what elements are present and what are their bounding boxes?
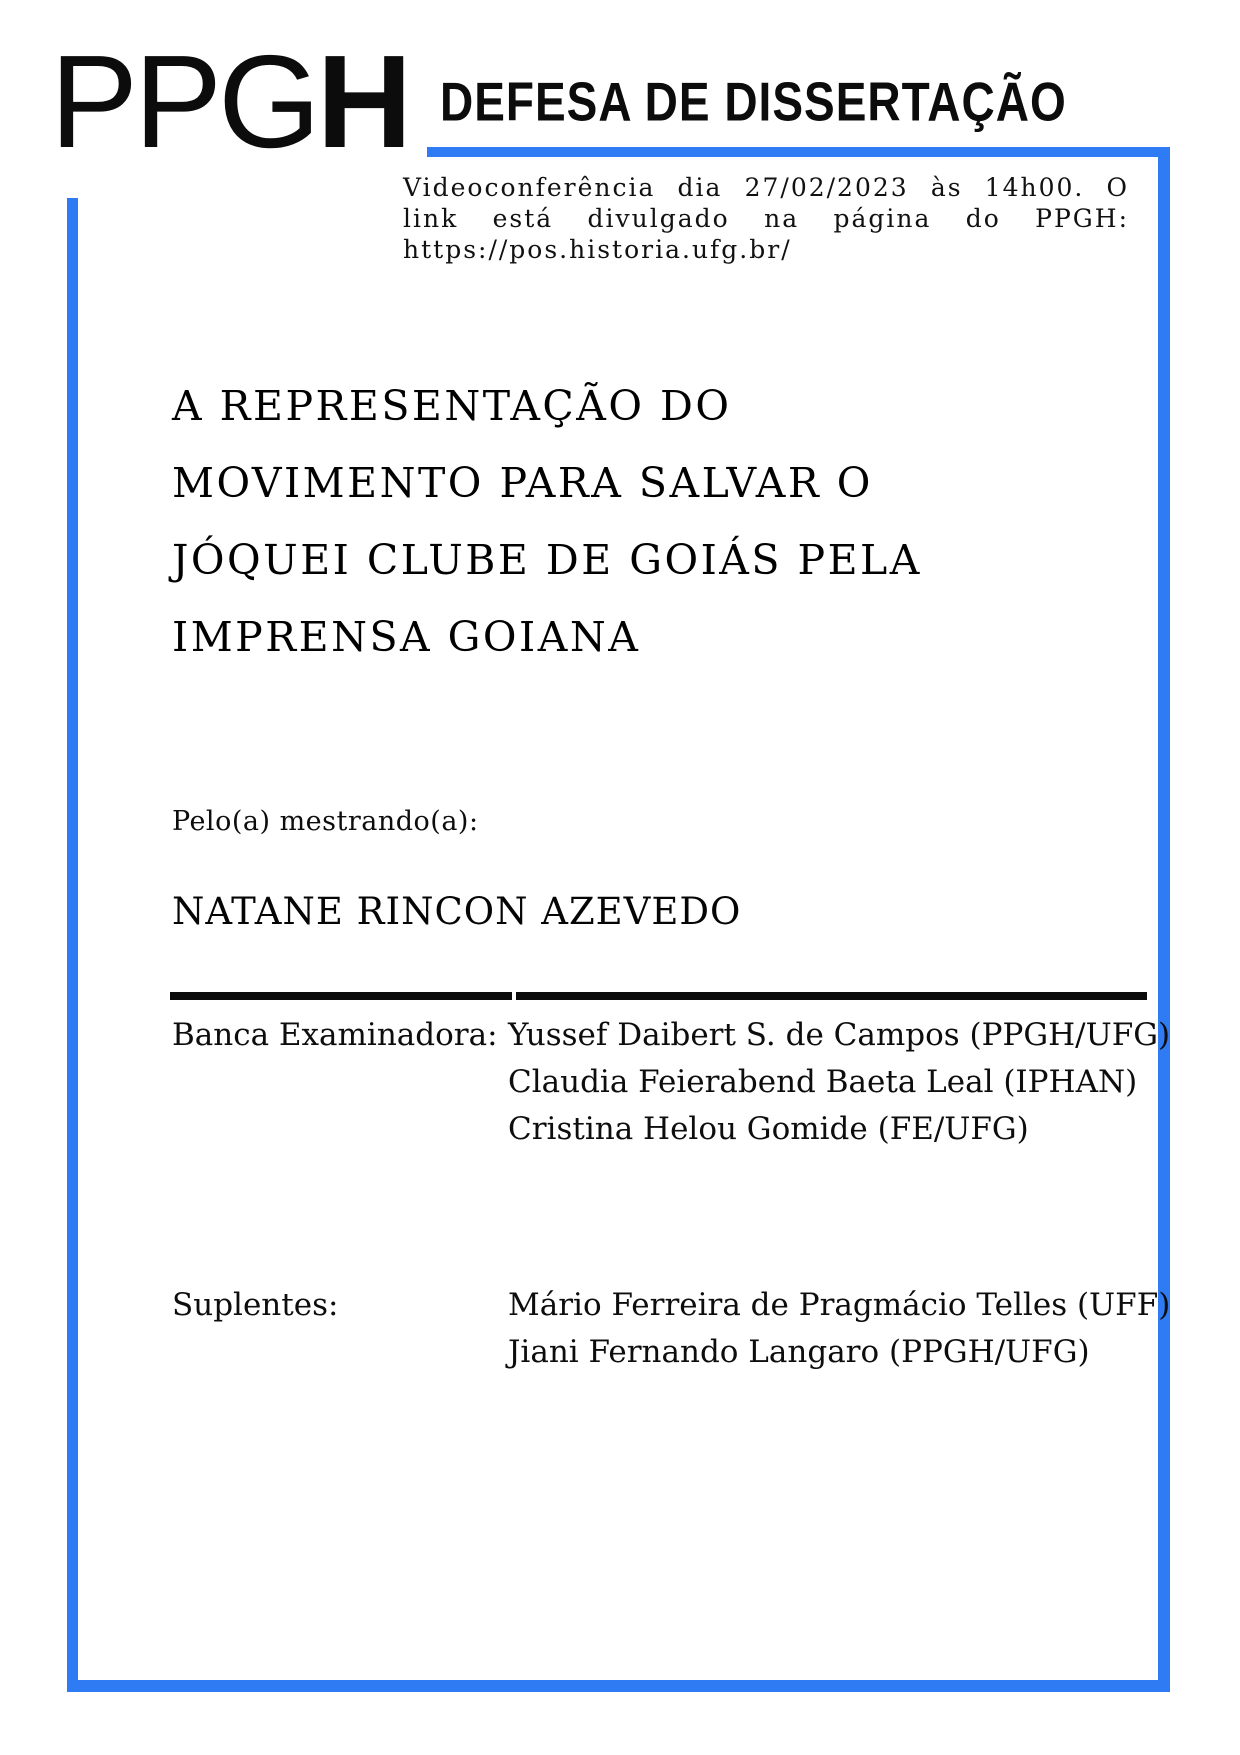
divider-rule-right-segment [516,992,1147,1000]
examining-committee-members [508,1012,1170,1153]
dissertation-title-line: MOVIMENTO PARA SALVAR O [172,459,873,507]
committee-member: Cristina Helou Gomide (FE/UFG) [508,1111,1029,1147]
ppgh-logo-light-part: PPG [50,28,317,175]
substitutes-section [172,1282,1171,1376]
dissertation-title-line: IMPRENSA GOIANA [172,613,641,661]
videoconference-notice: Videoconferência dia 27/02/2023 às 14h00. O link está divulgado na página do PPGH: https://pos.historia.ufg.br/ [403,173,1129,264]
ppgh-logo-bold-part: H [316,28,409,175]
dissertation-title [172,368,922,676]
examining-committee-label: Banca Examinadora: [172,1017,498,1053]
dissertation-title-line: JÓQUEI CLUBE DE GOIÁS PELA [172,536,922,584]
committee-member: Yussef Daibert S. de Campos (PPGH/UFG) [508,1017,1171,1053]
frame-right-border [1158,147,1170,1692]
substitute-member: Jiani Fernando Langaro (PPGH/UFG) [508,1334,1090,1370]
substitute-member: Mário Ferreira de Pragmácio Telles (UFF) [508,1287,1171,1323]
substitutes-label: Suplentes: [172,1287,339,1323]
page-title: DEFESA DE DISSERTAÇÃO [440,71,1067,133]
dissertation-title-line: A REPRESENTAÇÃO DO [172,382,732,430]
divider-rule-left-segment [170,992,512,1000]
examining-committee-section [172,1012,1171,1153]
substitutes-members [508,1282,1170,1376]
student-name: NATANE RINCON AZEVEDO [172,890,742,933]
committee-member: Claudia Feierabend Baeta Leal (IPHAN) [508,1064,1138,1100]
frame-top-accent-bar [427,147,1170,157]
student-intro-label: Pelo(a) mestrando(a): [172,806,479,837]
ppgh-logo [50,28,409,175]
frame-left-border [67,198,78,1692]
frame-bottom-border [67,1680,1170,1692]
